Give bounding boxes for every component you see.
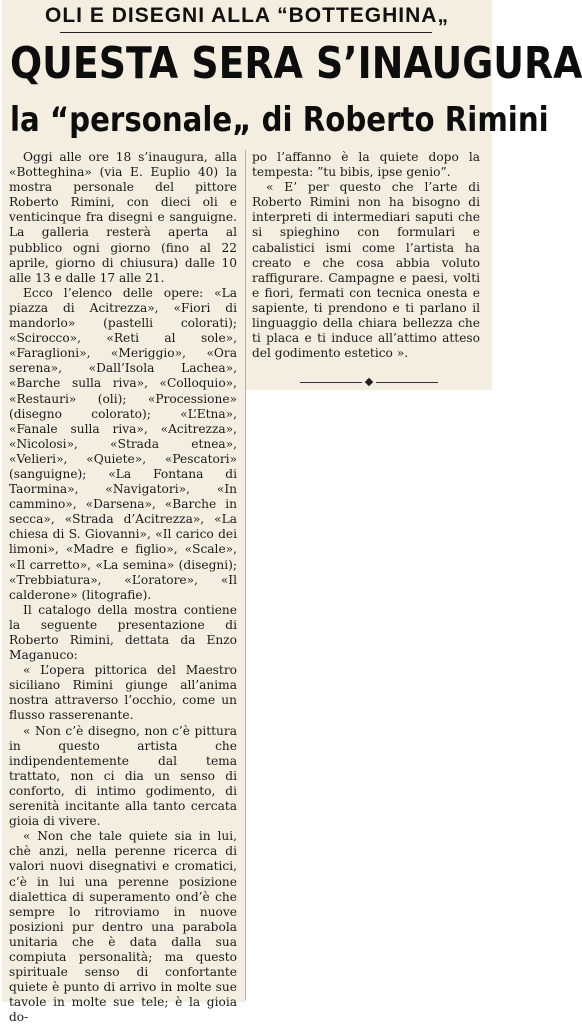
kicker-underline (60, 32, 432, 33)
paragraph: « E’ per questo che l’arte di Roberto Rimini non ha bisogno di interpreti di intermediari saputi che si spieghino con formulari e cabalistici ismi come l’artista ha creato e che cosa abbia voluto raffigurare. Campagne e paesi, volti e fiori, fermati con tecnica onesta e sapiente, ti prendono e ti parlano il linguaggio della chiara bellezza che ti placa e ti induce all’attimo atteso del godimento estetico ». (252, 180, 480, 361)
paragraph: Ecco l’elenco delle opere: «La piazza di Acitrezza», «Fiori di mandorlo» (pastelli colorati); «Scirocco», «Reti al sole», «Faraglioni», «Meriggio», «Ora serena», «Dall’Isola Lachea», «Barche sulla riva», «Colloquio», «Restauri» (oli); «Processione» (disegno colorato); «L’Etna», «Fanale sulla riva», «Acitrezza», «Nicolosi», «Strada etnea», «Velieri», «Quiete», «Pescatori» (sanguigne); «La Fontana di Taormina», «Navigatori», «In cammino», «Darsena», «Barche in secca», «Strada d’Acitrezza», «La chiesa di S. Giovanni», «Il carico dei limoni», «Madre e figlio», «Scale», «Il carretto», «La semina» (disegni); «Trebbiatura», «L’oratore», «Il calderone» (litografie). (9, 285, 237, 602)
paragraph: « Non che tale quiete sia in lui, chè anzi, nella perenne ricerca di valori nuovi disegnativi e cromatici, c’è in lui una perenne posizione dialettica di superamento ond’è che sempre lo ritroviamo in nuove posizioni pur dentro una parabola unitaria che è data dalla sua compiuta personalità; ma questo spirituale senso di confortante quiete è punto di arrivo in molte sue tavole in molte sue tele; è la gioia do- (9, 829, 237, 1025)
article-column-left (9, 150, 237, 1025)
subheadline: la “personale„ di Roberto Rimini (10, 100, 549, 140)
paragraph: « Non c’è disegno, non c’è pittura in questo artista che indipendentemente dal tema trattato, non ci dia un senso di conforto, di intimo godimento, di serenità incitante alla tanto cercata gioia di vivere. (9, 723, 237, 829)
paragraph: « L’opera pittorica del Maestro siciliano Rimini giunge all’anima nostra attraverso l’occhio, come un flusso rasserenante. (9, 663, 237, 723)
article-column-right (252, 150, 480, 361)
paragraph: Il catalogo della mostra contiene la seguente presentazione di Roberto Rimini, dettata da Enzo Maganuco: (9, 602, 237, 663)
paragraph: Oggi alle ore 18 s’inaugura, alla «Botteghina» (via E. Euplio 40) la mostra personale del pittore Roberto Rimini, con dieci oli e venticinque fra disegni e sanguigne. La galleria resterà aperta al pubblico ogni giorno (fino al 22 aprile, giorno di chiusura) dalle 10 alle 13 e dalle 17 alle 21. (9, 150, 237, 285)
article-end-ornament (300, 378, 440, 388)
kicker-headline: OLI E DISEGNI ALLA “BOTTEGHINA„ (45, 4, 449, 27)
main-headline: QUESTA SERA S’INAUGURA (10, 38, 582, 89)
column-divider (245, 150, 246, 1000)
paragraph: po l’affanno è la quiete dopo la tempesta: ”tu bibis, ipse genio”. (252, 150, 480, 180)
